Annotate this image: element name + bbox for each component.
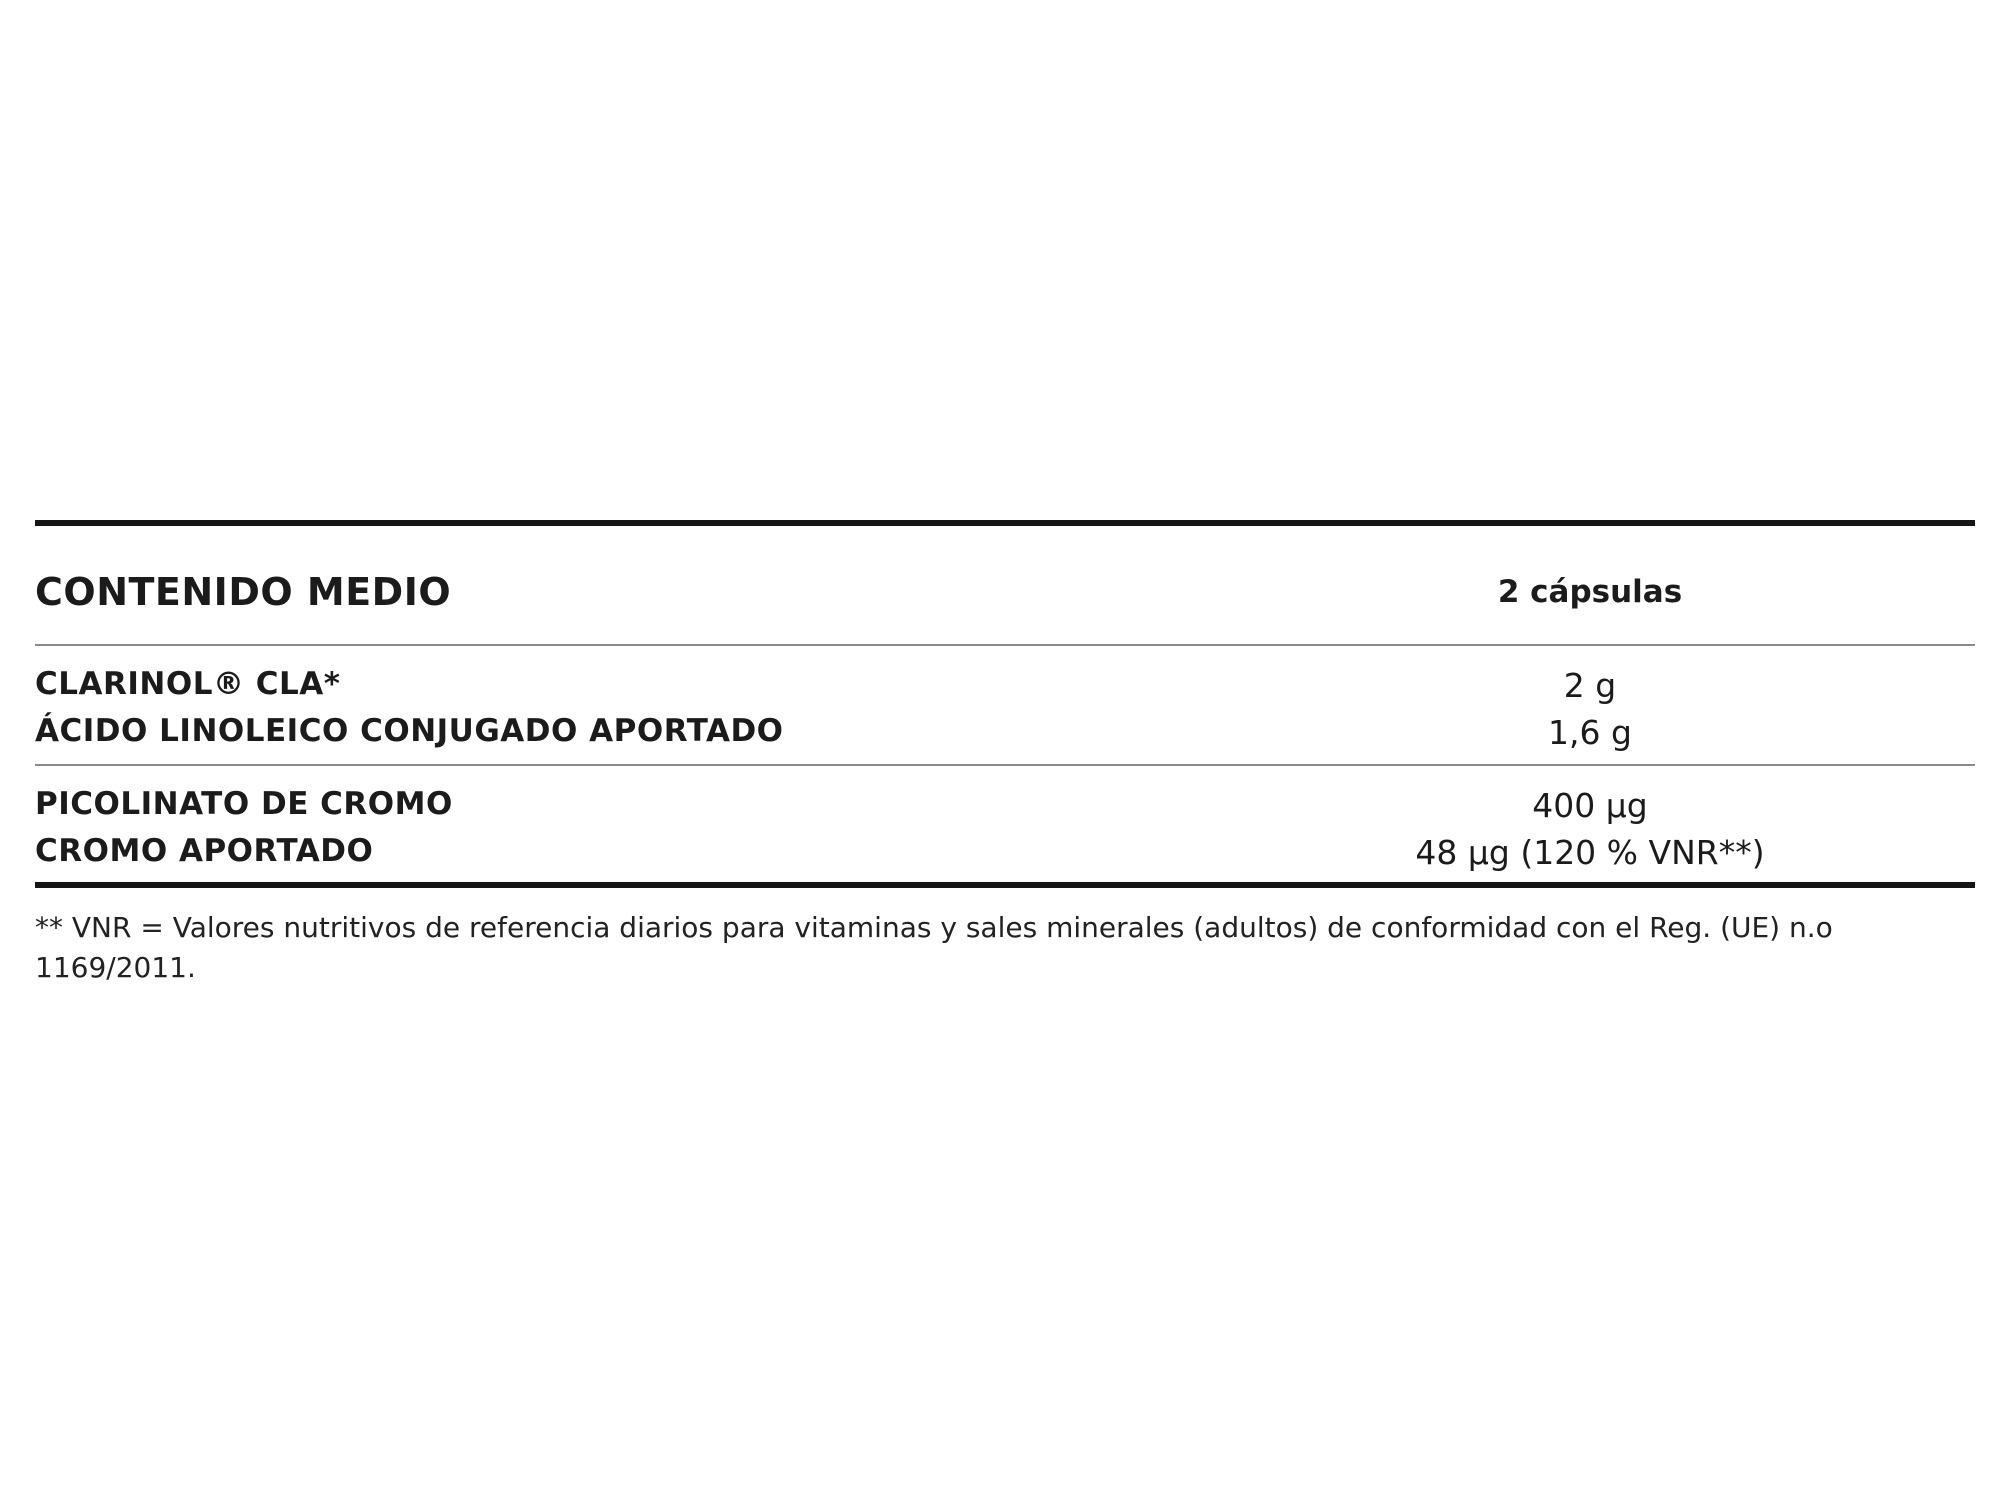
ingredient-amount: 2 g bbox=[1563, 666, 1617, 705]
table-row bbox=[35, 833, 1975, 879]
table-header-row bbox=[35, 526, 1975, 644]
table-row bbox=[35, 666, 1975, 712]
table-group-cromo bbox=[35, 766, 1975, 882]
ingredient-name: PICOLINATO DE CROMO bbox=[35, 786, 453, 822]
header-serving: 2 cápsulas bbox=[1497, 574, 1683, 610]
table-row bbox=[35, 786, 1975, 832]
footnote: ** VNR = Valores nutritivos de referencia diarios para vitaminas y sales minerales (adultos) de conformidad con el Reg. (UE) n.o 1169/2011. bbox=[35, 911, 1833, 984]
ingredient-amount: 1,6 g bbox=[1548, 713, 1632, 752]
table-group-cla bbox=[35, 646, 1975, 764]
ingredient-amount: 48 µg (120 % VNR**) bbox=[1415, 833, 1765, 872]
ingredient-name: CROMO APORTADO bbox=[35, 833, 374, 869]
header-label: CONTENIDO MEDIO bbox=[35, 570, 452, 614]
bottom-rule bbox=[35, 882, 1975, 888]
nutrition-table bbox=[35, 520, 1975, 888]
table-row bbox=[35, 713, 1975, 759]
ingredient-name: CLARINOL® CLA* bbox=[35, 666, 341, 702]
ingredient-amount: 400 µg bbox=[1532, 786, 1648, 825]
ingredient-name: ÁCIDO LINOLEICO CONJUGADO APORTADO bbox=[35, 713, 784, 749]
